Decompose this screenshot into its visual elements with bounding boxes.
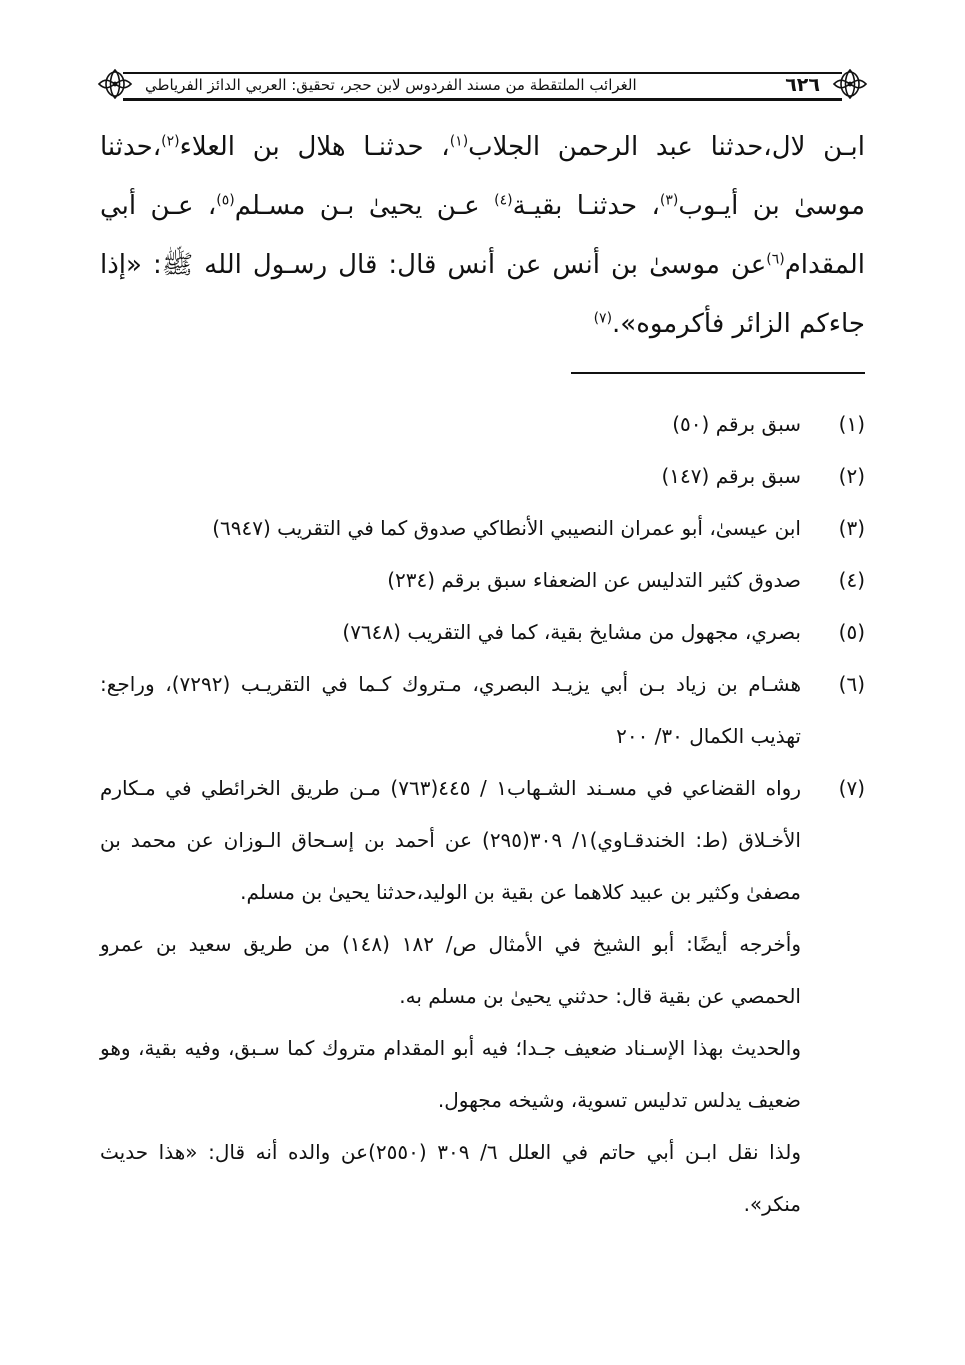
footnotes-section (100, 398, 865, 1230)
footnote-marker[interactable]: (٧) (593, 310, 613, 327)
footnote-text: سبق برقم (٥٠) (672, 412, 801, 436)
footnote-number: (٥) (838, 620, 865, 644)
floral-ornament-icon (830, 66, 870, 102)
floral-ornament-icon (95, 66, 135, 102)
footnote-body (100, 450, 801, 502)
main-text-segment: ، حدثنـا بقيـة (512, 191, 660, 221)
main-text-segment: ، حدثنـا هلال بن العلاء (179, 132, 450, 162)
footnote-separator (571, 372, 865, 374)
footnote-text: ولذا نقل ابـن أبي حاتم في العلل ٦/ ٣٠٩ (٢٥٥٠)عن والده أنه قال: «هذا حديث منكر». (100, 1140, 801, 1216)
page-header (95, 58, 870, 106)
footnote-item (100, 450, 865, 502)
main-text-segment: عـن يحيىٰ بـن مسـلم (234, 191, 495, 221)
footnote-body (100, 554, 801, 606)
main-hadith-text (100, 118, 865, 354)
footnote-item (100, 762, 865, 1230)
footnote-text: صدوق كثير التدليس عن الضعفاء سبق برقم (٢٣٤) (387, 568, 801, 592)
footnote-marker[interactable]: (٢) (161, 133, 180, 150)
running-title: الغرائب الملتقطة من مسند الفردوس لابن حجر، تحقيق: العربي الدائز الفرياطي (145, 76, 637, 94)
header-text (145, 72, 820, 98)
footnote-number: (٣) (838, 516, 865, 540)
footnote-number: (٤) (838, 568, 865, 592)
footnote-text: وأخرجه أيضًا: أبو الشيخ في الأمثال ص/ ١٨٢ (١٤٨) من طريق سعيد بن عمرو الحمصي عن بقية قال: حدثني يحيىٰ بن مسلم به. (100, 932, 801, 1008)
footnote-item (100, 398, 865, 450)
main-text-segment: ابـن لال،حدثنا عبد الرحمن الجلاب (468, 132, 865, 162)
footnote-body (100, 762, 801, 1230)
footnote-text: سبق برقم (١٤٧) (661, 464, 801, 488)
header-rule-bottom (123, 98, 842, 101)
footnote-body (100, 606, 801, 658)
footnote-marker[interactable]: (١) (449, 133, 469, 150)
footnote-item (100, 502, 865, 554)
footnote-text: رواه القضاعي في مسـند الشـهاب١ / ٤٤٥(٧٦٣) مـن طريق الخرائطي في مـكارم الأخـلاق (ط: الخندقـاوي)١/ ٣٠٩(٢٩٥) عن أحمد بن إسـحاق الـوزان عن محمد بن مصفىٰ وكثير بن عبيد كلاهما عن بقية بن الوليد،حدثنا يحيىٰ بن مسلم. (100, 776, 801, 904)
footnote-item (100, 554, 865, 606)
main-text-segment: ، عـن أبي المقدام (100, 191, 865, 280)
footnote-text: والحديث بهذا الإسـناد ضعيف جـدا؛ فيه أبو المقدام متروك كما سـبق، وفيه بقية، وهو ضعيف يدلس تدليس تسوية، وشيخه مجهول. (100, 1036, 801, 1112)
footnote-body (100, 658, 801, 762)
main-text-segment: ،حدثنا موسىٰ بن أيـوب (100, 132, 865, 221)
footnote-number: (١) (838, 412, 865, 436)
footnote-number: (٢) (838, 464, 865, 488)
footnote-marker[interactable]: (٥) (216, 192, 235, 209)
footnote-body (100, 398, 801, 450)
footnote-marker[interactable]: (٤) (494, 192, 513, 209)
main-text-segment: عن موسىٰ بن أنس عن أنس قال: قال رسـول الله ﷺ: «إذا جاءكم الزائر فأكرموه». (100, 250, 865, 339)
footnote-marker[interactable]: (٣) (659, 192, 679, 209)
footnote-number: (٦) (838, 672, 865, 696)
footnote-text: ابن عيسىٰ، أبو عمران النصيبي الأنطاكي صدوق كما في التقريب (٦٩٤٧) (212, 516, 801, 540)
footnote-text: هشـام بن زياد بـن أبي يزيـد البصري، مـتروك كـما في التقريـب (٧٢٩٢)، وراجع: تهذيب الكمال ٣٠/ ٢٠٠ (100, 672, 802, 748)
footnote-text: بصري، مجهول من مشايخ بقية، كما في التقريب (٧٦٤٨) (342, 620, 801, 644)
page-number: ٦٢٦ (785, 74, 820, 96)
footnote-item (100, 606, 865, 658)
footnote-item (100, 658, 865, 762)
footnote-marker[interactable]: (٦) (766, 251, 785, 268)
footnote-body (100, 502, 801, 554)
footnote-number: (٧) (838, 776, 865, 800)
